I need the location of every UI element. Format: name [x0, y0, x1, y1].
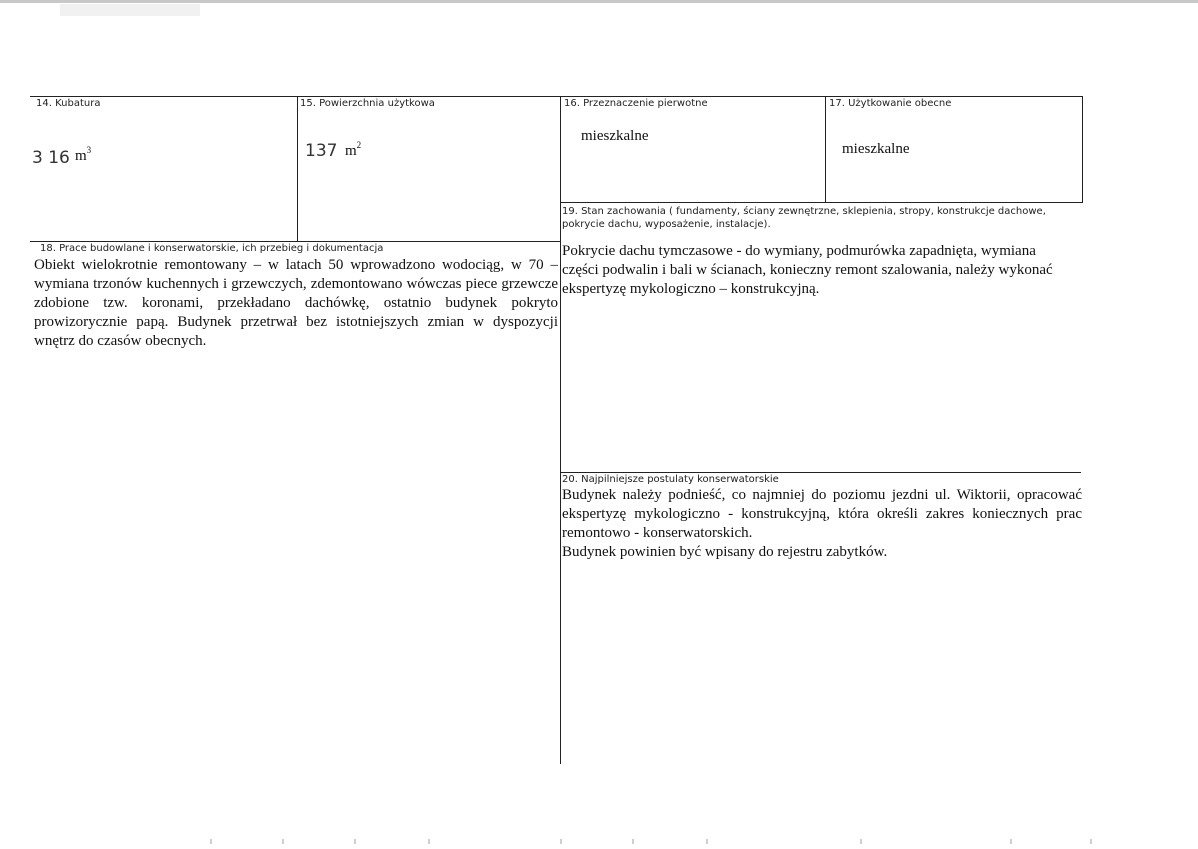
- divider-16-17: [825, 96, 826, 202]
- field-14-label: 14. Kubatura: [36, 98, 101, 109]
- border-above-19: [560, 202, 1083, 203]
- field-14-unit-base: m: [75, 148, 87, 164]
- field-17-label: 17. Użytkowanie obecne: [829, 98, 952, 109]
- border-above-20: [560, 472, 1081, 473]
- field-17-value: mieszkalne: [842, 141, 910, 157]
- field-19-text: Pokrycie dachu tymczasowe - do wymiany, podmurówka zapadnięta, wymiana części podwalin i bali w ścianach, konieczny remont szalowania, należy wykonać ekspertyzę mykologiczno – konstrukcyjną.: [562, 243, 1053, 297]
- field-18-label: 18. Prace budowlane i konserwatorskie, ich przebieg i dokumentacja: [40, 243, 384, 254]
- field-20-paragraph-1: Budynek należy podnieść, co najmniej do poziomu jezdni ul. Wiktorii, opracować ekspertyzę mykologiczno - konstrukcyjną, która określi zakres koniecznych prac remontowo - konserwatorskich.: [562, 487, 1082, 541]
- field-20-paragraph-2: Budynek powinien być wpisany do rejestru zabytków.: [562, 544, 888, 560]
- scan-artifacts: [0, 839, 1198, 845]
- field-14-unit: [75, 145, 92, 165]
- border-above-18: [30, 241, 561, 242]
- field-18-text: Obiekt wielokrotnie remontowany – w latach 50 wprowadzono wodociąg, w 70 – wymiana trzonów kuchennych i grzewczych, zdemontowano wówczas piece grzewcze zdobione tzw. koronami, przekładano dachówkę, ostatnio budynek pokryto prowizorycznie papą. Budynek przetrwał bez istotniejszych zmian w dyspozycji wnętrz do czasów obecnych.: [34, 257, 558, 349]
- field-16-value: mieszkalne: [581, 128, 649, 144]
- scan-edge: [0, 0, 1198, 3]
- field-14-handwritten-value: 3 16: [32, 148, 70, 168]
- divider-main: [560, 96, 561, 764]
- field-20-text: [562, 486, 1082, 562]
- field-15-unit-power: 2: [356, 140, 362, 150]
- field-15-unit: [345, 140, 362, 160]
- field-19-label: 19. Stan zachowania ( fundamenty, ściany zewnętrzne, sklepienia, stropy, konstrukcje dachowe, pokrycie dachu, wyposażenie, instalacje).: [562, 206, 1046, 230]
- scan-smudge: [60, 4, 200, 16]
- top-border: [30, 96, 1083, 97]
- field-15-label: 15. Powierzchnia użytkowa: [300, 98, 435, 109]
- field-16-label: 16. Przeznaczenie pierwotne: [564, 98, 708, 109]
- field-20-label: 20. Najpilniejsze postulaty konserwatorskie: [562, 474, 779, 485]
- field-14-unit-power: 3: [86, 145, 92, 155]
- field-15-unit-base: m: [345, 143, 357, 159]
- divider-14-15: [297, 96, 298, 241]
- field-15-handwritten-value: 137: [305, 141, 338, 161]
- right-border-top: [1082, 96, 1083, 202]
